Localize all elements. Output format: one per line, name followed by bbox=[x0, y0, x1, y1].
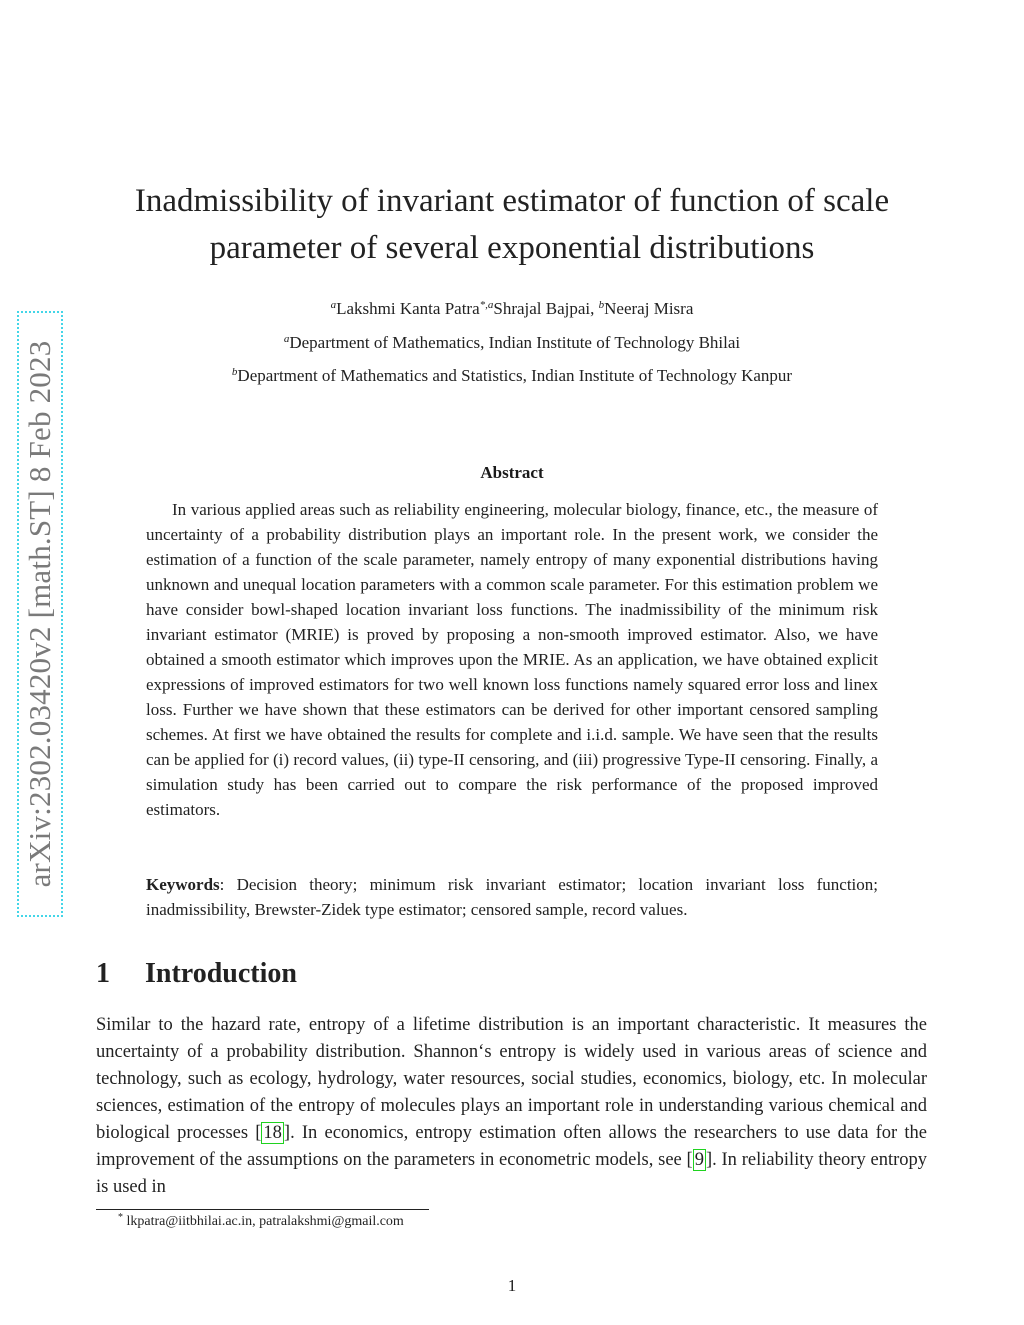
footnote-rule bbox=[96, 1209, 429, 1210]
affiliation-sup: a bbox=[283, 333, 290, 345]
abstract-heading: Abstract bbox=[480, 463, 544, 482]
author-affil-sup: a bbox=[487, 299, 494, 311]
citation-link-9[interactable]: 9 bbox=[694, 1150, 704, 1170]
author-affil-sup: a bbox=[330, 299, 337, 311]
keywords-label: Keywords bbox=[146, 875, 220, 894]
arxiv-id: arXiv:2302.03420v2 [math.ST] 8 Feb 2023 bbox=[22, 340, 57, 888]
intro-text: ]. In reliability theory entropy is used in bbox=[96, 1150, 927, 1197]
author-name: Neeraj Misra bbox=[604, 299, 694, 318]
affiliation-text: Department of Mathematics and Statistics, Indian Institute of Technology Kanpur bbox=[237, 366, 793, 385]
keywords-text: : Decision theory; minimum risk invariant estimator; location invariant loss function; inadmissibility, Brewster-Zidek type estimator; censored sample, record values. bbox=[146, 875, 878, 919]
affiliation-b bbox=[100, 366, 924, 386]
affiliation-text: Department of Mathematics, Indian Institute of Technology Bhilai bbox=[289, 333, 741, 352]
author-name: Shrajal Bajpai, bbox=[493, 299, 599, 318]
page-number: 1 bbox=[507, 1276, 517, 1295]
intro-paragraph bbox=[96, 1012, 927, 1201]
footnote-text: lkpatra@iitbhilai.ac.in, patralakshmi@gmail.com bbox=[126, 1214, 404, 1229]
affiliation-a bbox=[100, 333, 924, 353]
author-affil-sup: b bbox=[598, 299, 605, 311]
arxiv-stamp bbox=[17, 311, 63, 917]
intro-text: ]. In economics, entropy estimation often allows the researchers to use data for the improvement of the assumptions on the parameters in econometric models, see [ bbox=[96, 1123, 927, 1170]
author-name: Lakshmi Kanta Patra bbox=[336, 299, 480, 318]
keywords bbox=[146, 872, 878, 922]
paper-title: Inadmissibility of invariant estimator of function of scale parameter of several exponential distributions bbox=[134, 183, 890, 266]
abstract-body: In various applied areas such as reliability engineering, molecular biology, finance, etc., the measure of uncertainty of a probability distribution plays an important role. In the present work, we consider the estimation of a function of the scale parameter, namely entropy of many exponential distributions having unknown and unequal location parameters with a common scale parameter. For this estimation problem we have consider bowl-shaped location invariant loss functions. The inadmissibility of the minimum risk invariant estimator (MRIE) is proved by proposing a non-smooth improved estimator. Also, we have obtained a smooth estimator which improves upon the MRIE. As an application, we have obtained explicit expressions of improved estimators for two well known loss functions namely squared error loss and linex loss. Further we have shown that these estimators can be derived for other important censored sampling schemes. At first we have obtained the results for complete and i.i.d. sample. We have seen that the results can be applied for (i) record values, (ii) type-II censoring, and (iii) progressive Type-II censoring. Finally, a simulation study has been carried out to compare the risk performance of the proposed improved estimators. bbox=[146, 500, 878, 819]
intro-text: Similar to the hazard rate, entropy of a lifetime distribution is an important characteristic. It measures the uncertainty of a probability distribution. Shannon‘s entropy is widely used in various areas of science and technology, such as ecology, hydrology, water resources, social studies, economics, biology, etc. In molecular sciences, estimation of the entropy of molecules plays an important role in understanding various chemical and biological processes [ bbox=[96, 1015, 927, 1143]
citation-link-18[interactable]: 18 bbox=[263, 1123, 282, 1143]
section-title: Introduction bbox=[145, 958, 297, 989]
footnote-mark: * bbox=[118, 1212, 123, 1223]
footnote bbox=[118, 1214, 404, 1230]
affiliation-sup: b bbox=[231, 366, 238, 378]
section-number: 1 bbox=[96, 958, 110, 989]
author-list bbox=[100, 299, 924, 319]
corresponding-mark: *, bbox=[479, 299, 488, 311]
section-heading bbox=[96, 958, 297, 990]
